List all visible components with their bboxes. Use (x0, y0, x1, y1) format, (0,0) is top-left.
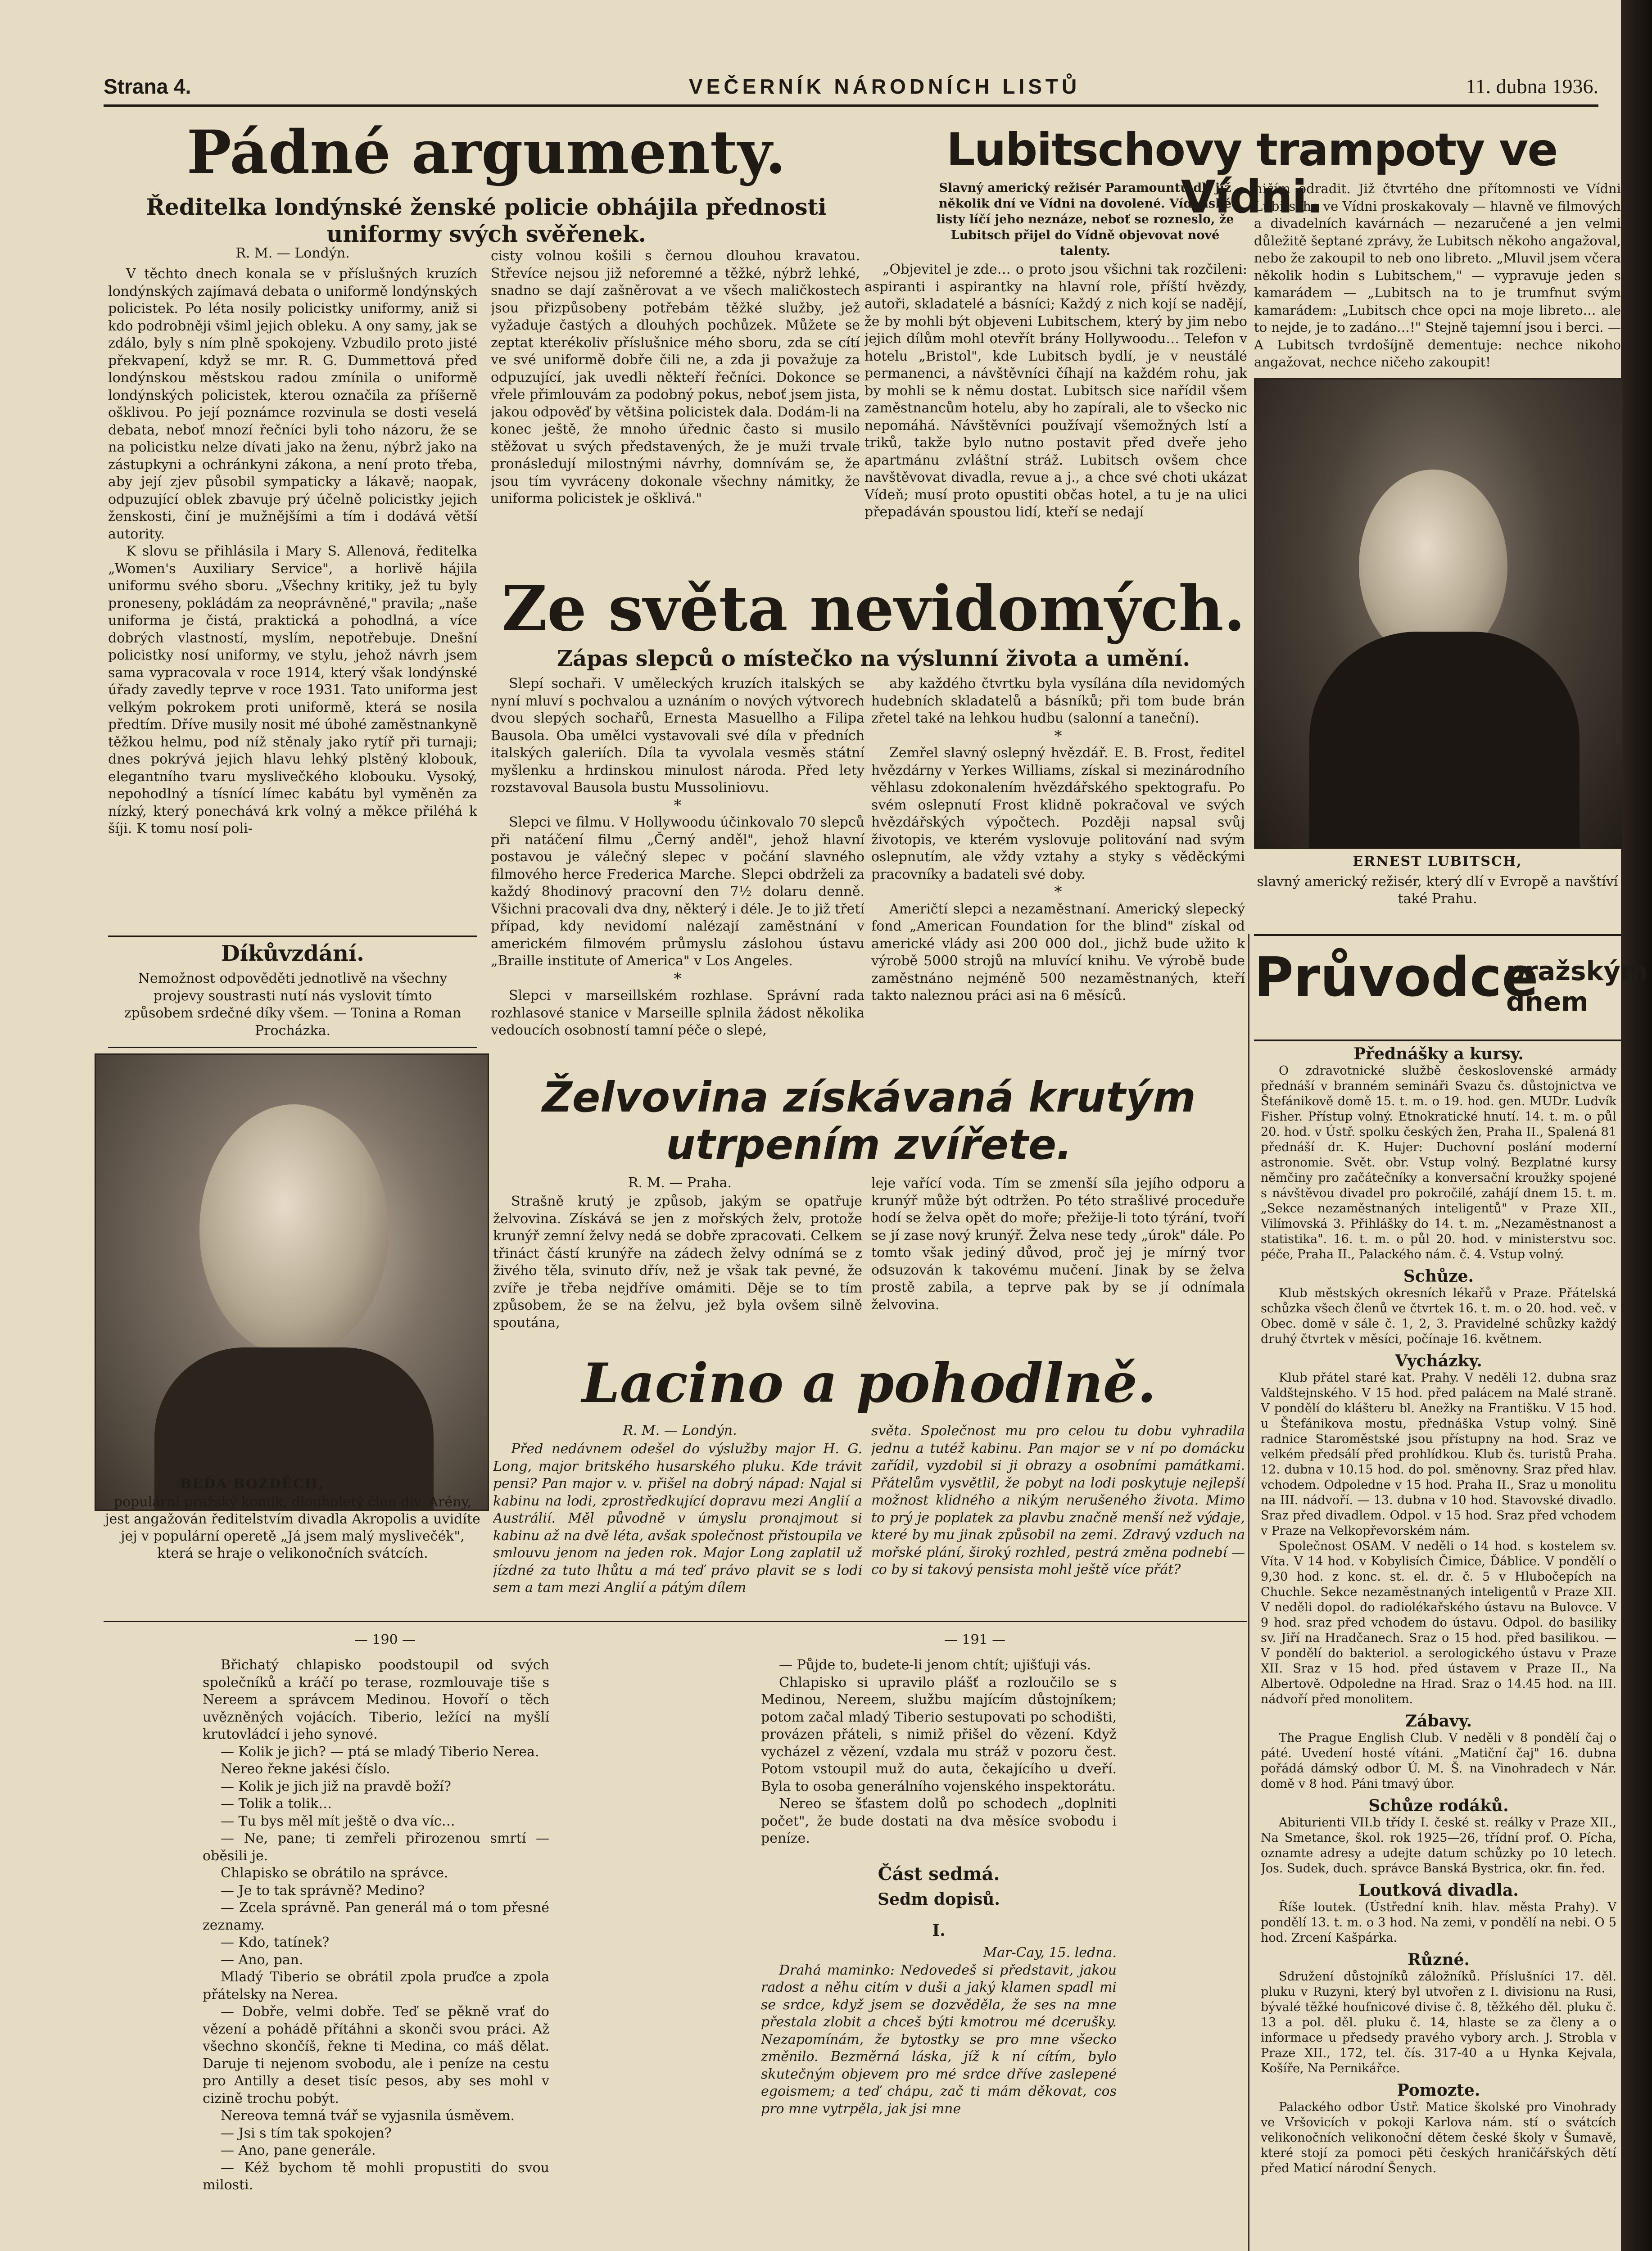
thanks-text (117, 970, 468, 1047)
notice-rule (108, 936, 477, 937)
thanks-paragraph: Nemožnost odpověděti jednotlivě na všechny projevy soustrasti nutí nás vyslovit tímto způsobem srdečné díky všem. — Tonina a Roman Procházka. (124, 971, 462, 1039)
lubitsch-photo (1254, 378, 1624, 849)
portrait-face (199, 1104, 389, 1356)
guide-section-heading: Zábavy. (1405, 1712, 1472, 1731)
uniforms-paragraph: K slovu se přihlásila i Mary S. Allenová, ředitelka „Women's Auxiliary Service", a horlivě hájila uniformu svého sboru. „Všechny kritiky, jež tu byly proneseny, pokládám za neoprávněné," pravila; „naše uniforma je čistá, praktická a pohodlná, a více dobrých vlastností, myslím, nepotřebuje. Dnešní policistky nosí uniformy, ve stylu, jehož návrh jsem sama vypracovala v roce 1914, který však londýnské úřady zavedly teprve v roce 1931. Tato uniforma jest velkým pokrokem proti uniformě, která se nosila předtím. Dříve musily nosit mé úbohé zaměstnankyně těžkou helmu, pod níž stěnaly jako rytíř při turnaji; dnes pokrývá jejich hlavu lehký plstěný klobouk, elegantního tvaru myslivečkého klobouku. Vysoký, nepohodlný a tísnící límec kabátu byl vyměněn za nízký, který ponechává krk volný a měkce přiléhá k šíji. K tomu nosí poli- (108, 543, 477, 836)
serial-left-page-number: — 190 — (354, 1632, 416, 1648)
guide-masthead (1254, 934, 1648, 1041)
serial-rule (104, 1621, 1247, 1622)
guide-entry: The Prague English Club. V neděli v 8 pondělí čaj o páté. Uvedení hosté vítáni. „Matiční čaj" 16. dubna pořádá dámský odbor Ú. M. Š. na Vinohradech v Nár. domě v 8 hod. Páni tmavý úbor. (1261, 1731, 1616, 1791)
uniforms-paragraph: cisty volnou košili s černou dlouhou kravatou. Střevíce nejsou již neforemné a těžké, nýbrž lehké, snadno se dají zašněrovat a ve všech maličkostech jsou přizpůsobeny potřebám těžké služby, jež vyžaduje častých a dlouhých pochůzek. Můžete se zeptat kterékoliv příslušnice mého sboru, zda se cítí ve své uniformě dobře čili ne, a zda ji považuje za odpuzující, jak uvedli někteří řečníci. Dokonce se vřele přimlouvám za podobný pokus, neboť jsem jista, jakou odpověď by většina policistek dala. Dodám-li na konec ještě, že mnoho úřednic často si musilo stěžovat u svých představených, že je muži trvale pronásledují milostnými návrhy, domnívám se, že jsou tím vyvráceny dokonale všechny námitky, že uniforma policistek je ošklivá." (491, 248, 860, 506)
tortoise-headline-2: utrpením zvířete. (665, 1121, 1073, 1169)
cheap-column-1 (493, 1441, 862, 1612)
serial-paragraph: — Zcela správně. Pan generál má o tom přesné zeznamy. (203, 1900, 549, 1933)
uniforms-headline: Pádné argumenty. (186, 118, 786, 187)
blind-column-1 (491, 675, 864, 1067)
guide-entry: Říše loutek. (Ústřední knih. hlav. města Prahy). V pondělí 13. t. m. o 3 hod. Na zemi, v pondělí na nebi. O 5 hod. Zrcení Kašpárka. (1261, 1900, 1616, 1945)
cheap-paragraph: Před nedávnem odešel do výslužby major H. G. Long, major britského husarského pluku. Kde trávit pensi? Pan major v. v. přišel na dobrý nápad: Najal si kabinu na lodi, zprostředkující dopravu mezi Anglií a Austrálií. Měl původně v úmyslu pronajmout si kabinu až na dvě léta, avšak společnost přistoupila ve smlouvu jenom na jeden rok. Major Long zaplatil už jízdné za tuto lhůtu a má teď právo plavit se s lodí sem a tam mezi Anglií a pátým dílem (493, 1441, 862, 1596)
lubitsch-caption: slavný americký režisér, který dlí v Evropě a navštíví také Prahu. (1257, 874, 1618, 907)
blind-headline: Ze světa nevidomých. (502, 572, 1245, 645)
tortoise-column-1 (493, 1193, 862, 1337)
serial-paragraph: — Ne, pane; ti zemřeli přirozenou smrtí — oběsili je. (203, 1831, 549, 1864)
serial-paragraph: — Kéž bychom tě mohli propustiti do svou milosti. (203, 2160, 549, 2193)
guide-entry: Sdružení důstojníků záložníků. Příslušníci 17. děl. pluku v Ruzyni, který byl utvořen z I. divisionu na Rusi, bývalé těžké houfnicové divise č. 8, těžkého děl. pluku č. 13 a pol. děl. pluku č. 14, hlaste se za členy a o informace u předsedy pravého vybory arch. J. Strobla v Praze XII., 172, tel. čís. 317-40 a u Hynka Kejvala, Košíře, Na Pernikářce. (1261, 1970, 1616, 2075)
cheap-column-2 (871, 1423, 1245, 1612)
serial-paragraph: — Tu bys měl mít ještě o dva víc… (221, 1813, 455, 1829)
lubitsch-name-text: ERNEST LUBITSCH, (1353, 854, 1522, 869)
cheap-byline: R. M. — Londýn. (623, 1423, 737, 1438)
uniforms-subheadline: Ředitelka londýnské ženské policie obhájila přednosti uniformy svých svěřenek. (146, 194, 827, 247)
guide-section-heading: Schůze. (1403, 1267, 1474, 1286)
bozdech-name-text: BEĎA BOZDĚCH, (180, 1476, 324, 1492)
guide-entry: Společnost OSAM. V neděli o 14 hod. s kostelem sv. Víta. V 14 hod. v Kobylisích Čimice, Ďáblice. V pondělí o 9,30 hod. z konc. st. el. dr. č. 5 v Hlubočepích na Chuchle. Sekce nezaměstnaných inteligentů v Praze XII. V neděli dopol. do radiolékařského ústavu na Bulovce. V 9 hod. sraz před vchodem do ústavu. Odpol. do basiliky sv. Jiří na Hradčanech. Sraz o 15 hod. před basilikou. — V pondělí do bakteriol. a serologického ústavu v Praze XII. Sraz v 15 hod. před ústavem v Praze II., Na Albertově. Odpoledne na Hrad. Sraz o 14.45 hod. na III. nádvoří před monolitem. (1261, 1539, 1616, 1706)
serial-paragraph: — Ano, pane generále. (221, 2143, 376, 2158)
serial-left-column (203, 1657, 549, 2251)
guide-section-heading: Loutková divadla. (1358, 1881, 1519, 1900)
lubitsch-lead-text: Slavný americký režisér Paramountu dlí již několik dní ve Vídni na dovolené. Vídeňské listy líčí jeho neznáze, neboť se rozneslo, že Lubitsch přijel do Vídně objevovat nové talenty. (936, 181, 1234, 258)
serial-paragraph: Chlapisko si upravilo plášť a rozloučilo se s Medinou, Nereem, službu majícím důstojníkem; potom začal mladý Tiberio sestupovati po schodišti, provázen přáteli, s nimiž přišel do vězení. Když vycházel z vězení, vzdala mu stráž v pozoru čest. Potom vstoupil muž do auta, čekajícího u dveří. Byla to osoba generálního vojenského inspektorátu. (761, 1674, 1117, 1794)
serial-right-page-number: — 191 — (944, 1632, 1006, 1648)
guide-section-text (1261, 1731, 1616, 1792)
masthead-rule (104, 104, 1598, 107)
guide-entry: Klub městských okresních lékařů v Praze. Přátelská schůzka všech členů ve čtvrtek 16. t. m. o 20. hod. več. v Obec. domě v sále č. 1, 2, 3. Pravidelné schůzky každý druhý čtvrtek v měsíci, počínaje 16. květnem. (1261, 1286, 1616, 1346)
guide-entry: Klub přátel staré kat. Prahy. V neděli 12. dubna sraz Valdštejnského. V 15 hod. před palácem na Malé straně. V pondělí do klášteru bl. Anežky na Františku. V 15 hod. u Štefánikova mostu, přednáška Vstup volný. Sině radnice Staroměstské jsou přístupny na hod. Sraz ve velkém předsálí před prohlídkou. Klub čs. turistů Praha. 12. dubna v 10.15 hod. do pol. směnovny. Sraz před hlav. vchodem. Odpoledne v 15 hod. Praha II., Sraz u monolitu na III. nádvoří. — 13. dubna v 10 hod. Stavovské divadlo. Sraz před divadlem. Odpol. v 15 hod. Sraz před vchodem v Praze na Velkopřevorském nám. (1261, 1371, 1616, 1538)
guide-listing (1261, 1044, 1616, 2251)
guide-section-heading: Přednášky a kursy. (1353, 1044, 1524, 1063)
serial-place-date: Mar-Cay, 15. ledna. (983, 1945, 1117, 1961)
guide-section-text (1261, 1900, 1616, 1946)
lubitsch-headline: Lubitschovy trampoty ve Vídni. (946, 123, 1557, 223)
serial-paragraph: Mladý Tiberio se obrátil zpola pruďce a zpola přátelsky na Nerea. (203, 1969, 549, 2002)
blind-paragraph: Slepí sochaři. V uměleckých kruzích italských se nyní mluví s pochvalou a uznáním o nových výtvorech dvou slepých sochařů, Ernesta Masuellho a Filipa Bausola. Oba umělci vystavovali své díla v předních italských galeriích. Díla ta vyvolala vesměs státní myšlenku a hrdinskou minulost národa. Před lety rozstavoval Bausola bustu Mussoliniovu. (491, 676, 864, 796)
serial-paragraph: — Kolik je jich? — ptá se mladý Tiberio Nerea. (221, 1744, 539, 1760)
uniforms-column-2 (491, 248, 860, 563)
serial-paragraph: — Je to tak správně? Medino? (221, 1882, 425, 1898)
serial-paragraph: — Kdo, tatínek? (221, 1935, 330, 1950)
serial-paragraph: — Dobře, velmi dobře. Teď se pěkně vrať do vězení a pohádě přítáhni a skonči svou práci. Až všechno skončíš, řekne ti Medina, co máš dělat. Daruje ti nejenom svobodu, ale i peníze na cestu pro Antilly a deset tisíc pesos, aby ses mohl v cizině trochu pobýt. (203, 2004, 549, 2106)
lubitsch-name (1254, 853, 1621, 870)
serial-paragraph: Nereo se šťastem dolů po schodech „doplniti počet", že bude dostati na dva měsíce svobodu i peníze. (761, 1796, 1117, 1846)
guide-section-text (1261, 1969, 1616, 2076)
tortoise-paragraph: leje vařící voda. Tím se zmenší síla jejího odporu a krunýř může být odtržen. Po této strašlivé proceduře hodí se želva opět do moře; přežije-li toto týrání, tvoří se jí zase nový krunýř. Želva nese tedy „úrok" dále. Po tomto však jediný důvod, proč jej je mírný tvor odsuzován k takovému mučení. Jinak by se želva prostě zabila, a teprve pak by se jí odnímala želvovina. (871, 1175, 1245, 1313)
guide-section-heading: Vycházky. (1395, 1352, 1482, 1370)
serial-paragraph: — Tolik a tolik… (221, 1796, 332, 1812)
serial-chapter-title: Sedm dopisů. (878, 1890, 1000, 1909)
tortoise-headline-1: Želvovina získávaná krutým (542, 1073, 1196, 1121)
serial-paragraph: Nereova temná tvář se vyjasnila úsměvem. (221, 2108, 515, 2124)
bozdech-photo (95, 1053, 489, 1511)
guide-section-text (1261, 1063, 1616, 1262)
guide-section-heading: Schůze rodáků. (1368, 1796, 1509, 1815)
guide-section-text (1261, 1370, 1616, 1539)
separator-star: * (1054, 727, 1062, 745)
blind-subheadline: Zápas slepců o místečko na výslunní života a umění. (557, 646, 1190, 671)
serial-paragraph: Chlapisko se obrátilo na správce. (221, 1865, 448, 1881)
serial-paragraph: — Kolik je jich již na pravdě boží? (221, 1778, 451, 1794)
tortoise-paragraph: Strašně krutý je způsob, jakým se opatřuje želvovina. Získává se jen z mořských želv, protože krunýř zemní želvy nedá se dobře zpracovati. Celkem třináct částí krunýře na zádech želvy odnímá se z živého těla, svinuto dřív, než je však tak pevné, že zvíře je třeba nejdříve omámiti. Děje se to tím způsobem, že se na želvu, jež byla ovšem silně spoutána, (493, 1193, 862, 1331)
serial-letter-number: I. (932, 1921, 946, 1940)
uniforms-column-1 (108, 266, 477, 927)
guide-section-text (1261, 1539, 1616, 1707)
guide-section-heading: Pomozte. (1397, 2081, 1480, 2100)
issue-date: 11. dubna 1936. (1466, 75, 1598, 98)
guide-section-heading: Různé. (1407, 1950, 1470, 1969)
serial-part-title: Část sedmá. (878, 1863, 1000, 1885)
guide-section-text (1261, 1815, 1616, 1876)
lubitsch-column-1 (864, 261, 1247, 540)
blind-paragraph: aby každého čtvrtku byla vysílána díla nevidomých hudebních skladatelů a básníků; při tom bude brán zřetel také na lehkou hudbu (salonní a taneční). (871, 676, 1245, 726)
guide-title-small-2: dnem (1506, 986, 1589, 1017)
serial-right-column (761, 1657, 1117, 2251)
separator-star: * (1054, 883, 1062, 901)
lubitsch-lead (925, 180, 1245, 261)
guide-section-text (1261, 2100, 1616, 2176)
guide-title: Průvodce (1254, 946, 1539, 1009)
blind-paragraph: Slepci v marseillském rozhlase. Správní rada rozhlasové stanice v Marseille splnila žádost několika vedoucích osobností tamní péče o slepé, (491, 988, 864, 1038)
uniforms-paragraph: V těchto dnech konala se v příslušných kruzích londýnských zajímavá debata o uniformě londýnských policistek. Po léta nosily policistky uniformy, aniž si kdo podrobněji všiml jejich obleku. A ony samy, jak se zdálo, byly s ním plně spokojeny. Vzbudilo proto jisté překvapení, když se mr. R. G. Dummettová před londýnskou městskou radou zmínila o uniformě londýnských policistek, kterou označila za příšerně ošklivou. Po její poznámce rozvinula se dosti veselá debata, neboť mnozí řečníci byli toho názoru, že se na policistku nelze dívati jako na ženu, nýbrž jako na zástupkyni a ochránkyni zákona, a není proto třeba, aby její zjev působil sympaticky a lákavě; naopak, odpuzující oblek zbavuje prý účelně policistky jejich ženskosti, činí je mužnějšími a tím i dodává větší autority. (108, 266, 477, 542)
thanks-heading: Díkůvzdání. (221, 941, 364, 966)
separator-star: * (674, 796, 682, 814)
blind-paragraph: Slepci ve filmu. V Hollywoodu účinkovalo 70 slepců při natáčení filmu „Černý anděl", jehož hlavní postavou je válečný slepec v počání slavného filmového herce Frederica Marche. Slepci obdrželi za každý 8hodinový pracovní den 7½ dolaru denně. Všichni pracovali dva dny, některý i déle. Je to již třetí případ, kdy nevidomí nalézají zaměstnání v americkém filmovém průmyslu záslohou ústavu „Braille institute of America" v Los Angeles. (491, 814, 864, 969)
guide-entry: Abiturienti VII.b třídy I. české st. reálky v Praze XII., Na Smetance, škol. rok 1925—26, třídní prof. O. Pícha, oznamte adresy a udejte datum schůzky po 10 letech. Jos. Sudek, duch. správce Banská Bystrica, okr. fin. řed. (1261, 1816, 1616, 1876)
uniforms-byline: R. M. — Londýn. (235, 245, 350, 261)
page-number: Strana 4. (104, 75, 191, 98)
page-edge (1621, 0, 1652, 2251)
lubitsch-paragraph: ničím odradit. Již čtvrtého dne přítomnosti ve Vídni Lubitsche ve Vídni proskakovaly — hlavně ve filmových a divadelních kavárnách — nezaručené a jen velmi důležitě šeptané zprávy, že Lubitsch někoho angažoval, nebo že zakoupil to neb ono libreto. „Mluvil jsem včera několik hodin s Lubitschem," — vypravuje jeden s kamarádem — „Lubitsch na to je trumfnut svým kamarádem: „Lubitsch chce opci na moje libreto… ale to nejde, je to zadáno…!" Stejně tajemní jsou i berci. — A Lubitsch tvrdošíjně dementuje: nechce nikoho angažovat, nechce ničeho zakoupit! (1254, 181, 1621, 369)
tortoise-byline: R. M. — Praha. (628, 1175, 732, 1191)
tortoise-column-2 (871, 1175, 1245, 1337)
serial-paragraph: — Půjde to, budete-li jenom chtít; ujišťuji vás. (779, 1657, 1091, 1673)
newspaper-title: VEČERNÍK NÁRODNÍCH LISTŮ (689, 75, 1081, 98)
bozdech-caption: populární pražský komik, dlouholetý člen div. Arény, jest angažován ředitelstvím divadla Akropolis a uvidíte jej v populární operetě „Já jsem malý myslivečék", která se hraje o velikonočních svátcích. (105, 1494, 480, 1561)
cheap-paragraph: světa. Společnost mu pro celou tu dobu vyhradila jednu a tutéž kabinu. Pan major se v ní po domácku zařídil, vyzdobil si ji obrazy a osobními památkami. Přátelům vysvětlil, že pobyt na lodi poskytuje nejlepší možnost klidného a nikým nerušeného života. Mimo to prý je poplatek za plavbu značně menší než výdaje, které by mu jinak způsobil na zemi. Zdravý vzduch na mořské plání, široký rozhled, pestrá změna podnebí — co by si takový pensista mohl ještě více přát? (871, 1423, 1245, 1578)
guide-entry: Palackého odbor Ústř. Matice školské pro Vinohrady ve Vršovicích v pokoji Karlova nám. stí o svátcích velikonočních velikonoční dětem české školy v Šumavě, které stojí za pomoci pěti českých hraničářských dětí před Maticí národní Šenych. (1261, 2100, 1616, 2175)
blind-paragraph: Zemřel slavný oslepný hvězdář. E. B. Frost, ředitel hvězdárny v Yerkes Williams, získal si mezinárodního věhlasu zdokonalením hvězdářského spektografu. Po svém oslepnutí Frost klidně pokračoval ve svých hvězdářských výpočtech. Později napsal svůj životopis, ve kterém vyslovuje politování nad svým oslepnutím, ale vždy vztahy a styky s věděckými pracovníky a badateli své doby. (871, 745, 1245, 882)
bozdech-name (180, 1476, 360, 1493)
lubitsch-column-2 (1254, 180, 1621, 369)
blind-column-2 (871, 675, 1245, 1067)
guide-section-text (1261, 1286, 1616, 1347)
blind-paragraph: Američtí slepci a nezaměstnaní. Americký slepecký fond „American Foundation for the blind" získal od americké vlády asi 200 000 dol., jichž bude užito k výrobě 5000 strojů na mluvící knihu. Ve výrobě bude zaměstnáno nejméně 500 nezaměstnaných, kteří takto naleznou práci asi na 6 měsíců. (871, 901, 1245, 1003)
cheap-headline: Lacino a pohodlně. (582, 1352, 1156, 1415)
masthead (104, 74, 1598, 106)
portrait-suit (1309, 632, 1580, 849)
serial-paragraph: — Ano, pan. (221, 1952, 303, 1968)
guide-title-small-1: pražským (1506, 956, 1648, 986)
serial-paragraph: Nereo řekne jakési číslo. (221, 1761, 390, 1777)
notice-rule (108, 1047, 477, 1048)
separator-star: * (674, 969, 682, 988)
serial-paragraph: — Jsi s tím tak spokojen? (221, 2125, 392, 2141)
column-divider (1248, 934, 1249, 2251)
guide-entry: O zdravotnické službě československé armády přednáší v branném semináři Svazu čs. důstojnictva ve Štefánikově domě 15. t. m. o 19. hod. gen. MUDr. Ludvík Fisher. Přístup volný. Etnokratické hnutí. 14. t. m. o půl 20. hod. v Ústř. spolku českých žen, Praha II., Spalená 81 přednáší dr. K. Hujer: Duchovní poslání moderní astronomie. Svět. obr. Vstup volný. Bezplatné kursy němčiny pro začátečníky a konversační kroužky spojené s návštěvou divadel pro pokročilé, zahájí dnem 15. t. m. „Sekce nezaměstnaných inteligentů" v Praze XII., Vilímovská 3. Přihlášky do 14. t. m. „Nezaměstnanost a statistika". 16. t. m. o půl 20. hod. v ministerstvu soc. péče, Praha II., Palackého nám. č. 4. Vstup volný. (1261, 1064, 1616, 1261)
serial-letter-text: Drahá maminko: Nedovedeš si představit, jakou radost a něhu citím v duši a jaký klamen spadl mi se srdce, když jsem se dozvěděla, že ses na mne přestala zlobit a chceš býti kmotrou mé dcerušky. Nezapomínám, že bytostky se pro mne všecko změnilo. Bezměrná láska, jíž k ní cítím, bylo skutečným objevem pro mé srdce dříve zaslepené egoismem; a teď chápu, zač ti mám děkovat, cos pro mne vytrpěla, jak jsi mne (761, 1962, 1117, 2117)
lubitsch-paragraph: „Objevitel je zde… o proto jsou všichni tak rozčileni: aspiranti i aspirantky na hlavní role, příští hvězdy, autoři, skladatelé a básníci; Každý z nich kojí se nadějí, že by mohli být objeveni Lubitschem, který by jim nebo jejich dílům mohl otevřít brány Hollywoodu… Telefon v hotelu „Bristol", kde Lubitsch bydlí, je v neustálé permanenci, a návštěvníci číhají na každém rohu, jak by mohli se k němu dostat. Lubitsch sice nařídil všem zaměstnancům hotelu, aby ho zapírali, ale to všecko nic nepomáhá. Návštěvníci používají všemožných lstí a triků, takže bylo nutno postavit před dveře jeho apartmánu zvláštní stráž. Lubitsch ovšem chce navštěvovat divadla, revue a j., a chce své choti ukázat Vídeň; musí proto opustiti občas hotel, a tu je na ulici přepadáván spoustou lidí, kteří se nedají (864, 262, 1247, 520)
serial-paragraph: Břichatý chlapisko poodstoupil od svých společníků a kráčí po terase, rozmlouvaje tiše s Nereem a správcem Medinou. Hovoří o těch uvězněných vojácích. Tiberio, ležící na myšlí krutovládcí i jeho synové. (203, 1657, 549, 1742)
